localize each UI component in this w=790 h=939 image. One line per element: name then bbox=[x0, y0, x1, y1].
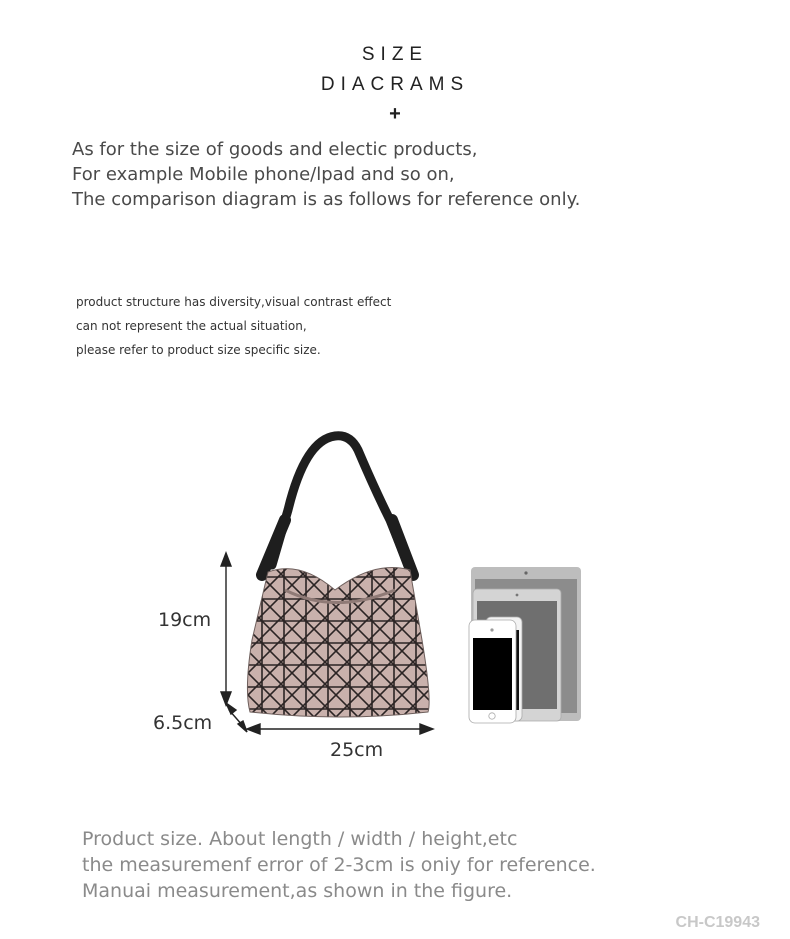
height-arrow bbox=[221, 553, 231, 705]
product-code: CH-C19943 bbox=[675, 914, 760, 931]
width-arrow bbox=[247, 724, 433, 734]
footer-line: the measuremenf error of 2-3cm is oniy for reference. bbox=[82, 854, 596, 876]
title-diagrams: DIACRAMS bbox=[320, 74, 470, 95]
width-label: 25cm bbox=[330, 739, 384, 761]
footer-line: Product size. About length / width / height,etc bbox=[82, 828, 518, 850]
depth-arrow bbox=[226, 703, 247, 732]
intro-line: The comparison diagram is as follows for reference only. bbox=[72, 189, 581, 210]
title-size: SIZE bbox=[361, 44, 429, 65]
intro-line: For example Mobile phone/lpad and so on, bbox=[72, 164, 455, 185]
depth-label: 6.5cm bbox=[153, 712, 213, 734]
phone-small bbox=[469, 620, 516, 723]
note-line: please refer to product size specific size. bbox=[76, 343, 321, 357]
plus-symbol: + bbox=[389, 103, 401, 125]
intro-line: As for the size of goods and electic products, bbox=[72, 139, 478, 160]
measurement-note bbox=[82, 826, 596, 904]
note-line: product structure has diversity,visual contrast effect bbox=[76, 295, 392, 309]
footer-line: Manuai measurement,as shown in the figure. bbox=[82, 880, 513, 902]
height-label: 19cm bbox=[158, 609, 212, 631]
note-line: can not represent the actual situation, bbox=[76, 319, 307, 333]
bag-strap bbox=[262, 436, 413, 575]
